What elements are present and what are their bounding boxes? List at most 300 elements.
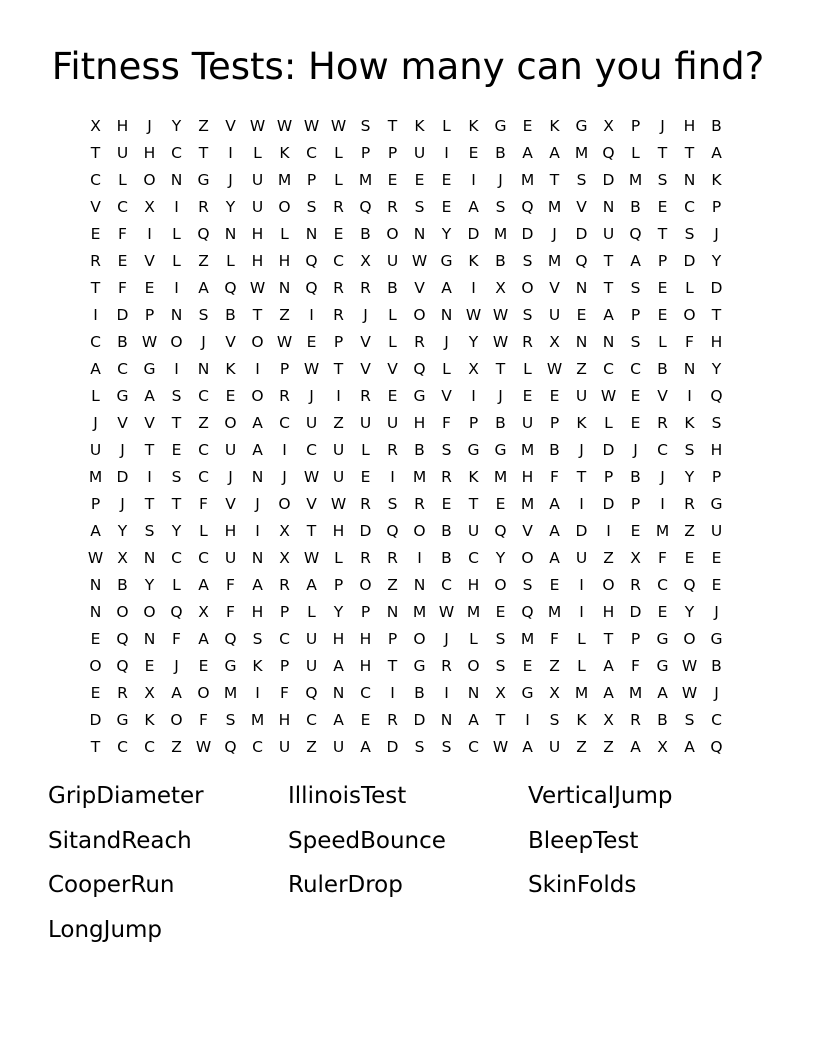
grid-letter[interactable]: C (279, 630, 290, 648)
grid-letter[interactable]: F (118, 225, 127, 243)
grid-letter[interactable]: Q (116, 657, 129, 675)
grid-letter[interactable]: W (600, 387, 617, 405)
grid-letter[interactable]: O (251, 387, 264, 405)
grid-letter[interactable]: S (684, 225, 695, 243)
grid-letter[interactable]: X (630, 549, 641, 567)
grid-letter[interactable]: A (90, 522, 101, 540)
grid-letter[interactable]: R (630, 711, 641, 729)
grid-letter[interactable]: T (387, 117, 398, 135)
grid-letter[interactable]: C (603, 360, 614, 378)
grid-letter[interactable]: R (360, 495, 371, 513)
grid-letter[interactable]: O (413, 306, 426, 324)
grid-letter[interactable]: S (522, 306, 533, 324)
grid-letter[interactable]: P (333, 333, 344, 351)
grid-letter[interactable]: G (197, 171, 210, 189)
grid-letter[interactable]: M (493, 225, 508, 243)
grid-letter[interactable]: U (332, 468, 345, 486)
grid-letter[interactable]: M (250, 711, 265, 729)
grid-letter[interactable]: A (306, 576, 317, 594)
grid-letter[interactable]: A (468, 711, 479, 729)
grid-letter[interactable]: W (492, 333, 509, 351)
grid-letter[interactable]: I (147, 225, 152, 243)
grid-letter[interactable]: T (90, 279, 101, 297)
grid-letter[interactable]: A (198, 279, 209, 297)
grid-letter[interactable]: C (306, 441, 317, 459)
grid-letter[interactable]: J (174, 657, 179, 675)
grid-letter[interactable]: E (333, 225, 344, 243)
grid-letter[interactable]: I (93, 306, 98, 324)
grid-letter[interactable]: W (195, 738, 212, 756)
grid-letter[interactable]: N (440, 306, 453, 324)
grid-letter[interactable]: R (441, 468, 452, 486)
grid-letter[interactable]: R (387, 711, 398, 729)
grid-letter[interactable]: M (655, 522, 670, 540)
grid-letter[interactable]: L (523, 360, 532, 378)
grid-letter[interactable]: X (549, 684, 560, 702)
grid-letter[interactable]: R (414, 333, 425, 351)
grid-letter[interactable]: B (441, 549, 452, 567)
grid-letter[interactable]: I (606, 522, 611, 540)
grid-letter[interactable]: B (549, 441, 560, 459)
grid-letter[interactable]: N (683, 171, 696, 189)
grid-letter[interactable]: I (660, 495, 665, 513)
grid-letter[interactable]: C (306, 144, 317, 162)
grid-letter[interactable]: B (414, 441, 425, 459)
grid-letter[interactable]: D (116, 468, 129, 486)
grid-letter[interactable]: P (630, 630, 641, 648)
grid-letter[interactable]: P (279, 657, 290, 675)
grid-letter[interactable]: Z (387, 576, 398, 594)
grid-letter[interactable]: C (171, 549, 182, 567)
grid-letter[interactable]: Y (468, 333, 479, 351)
grid-letter[interactable]: O (683, 306, 696, 324)
grid-letter[interactable]: P (603, 468, 614, 486)
grid-letter[interactable]: G (413, 387, 426, 405)
grid-letter[interactable]: B (630, 198, 641, 216)
grid-letter[interactable]: D (575, 225, 588, 243)
grid-letter[interactable]: R (387, 441, 398, 459)
grid-letter[interactable]: A (171, 684, 182, 702)
grid-letter[interactable]: S (711, 414, 722, 432)
grid-letter[interactable]: A (603, 684, 614, 702)
grid-letter[interactable]: S (441, 738, 452, 756)
grid-letter[interactable]: A (198, 576, 209, 594)
grid-letter[interactable]: N (251, 468, 264, 486)
grid-letter[interactable]: Y (333, 603, 344, 621)
grid-letter[interactable]: V (90, 198, 101, 216)
grid-letter[interactable]: R (657, 414, 668, 432)
grid-letter[interactable]: E (90, 684, 101, 702)
grid-letter[interactable]: L (685, 279, 694, 297)
grid-letter[interactable]: D (602, 495, 615, 513)
grid-letter[interactable]: D (521, 225, 534, 243)
grid-letter[interactable]: K (252, 657, 263, 675)
grid-letter[interactable]: K (576, 711, 587, 729)
grid-letter[interactable]: P (387, 144, 398, 162)
grid-letter[interactable]: G (710, 630, 723, 648)
grid-letter[interactable]: K (576, 414, 587, 432)
grid-letter[interactable]: C (117, 738, 128, 756)
grid-letter[interactable]: S (171, 387, 182, 405)
grid-letter[interactable]: U (251, 171, 264, 189)
grid-letter[interactable]: Q (224, 738, 237, 756)
grid-letter[interactable]: J (363, 306, 368, 324)
grid-letter[interactable]: Z (603, 738, 614, 756)
grid-letter[interactable]: F (118, 279, 127, 297)
grid-letter[interactable]: W (303, 549, 320, 567)
grid-letter[interactable]: E (495, 495, 506, 513)
grid-letter[interactable]: N (197, 360, 210, 378)
grid-letter[interactable]: W (411, 252, 428, 270)
grid-letter[interactable]: T (252, 306, 263, 324)
grid-letter[interactable]: Z (279, 306, 290, 324)
grid-letter[interactable]: T (333, 360, 344, 378)
grid-letter[interactable]: Q (521, 198, 534, 216)
grid-letter[interactable]: E (387, 171, 398, 189)
grid-letter[interactable]: L (334, 549, 343, 567)
grid-letter[interactable]: W (330, 495, 347, 513)
grid-letter[interactable]: D (89, 711, 102, 729)
grid-letter[interactable]: F (550, 630, 559, 648)
grid-letter[interactable]: X (603, 117, 614, 135)
grid-letter[interactable]: M (574, 144, 589, 162)
grid-letter[interactable]: C (144, 738, 155, 756)
grid-letter[interactable]: S (630, 279, 641, 297)
grid-letter[interactable]: G (116, 387, 129, 405)
grid-letter[interactable]: J (660, 468, 665, 486)
grid-letter[interactable]: O (386, 225, 399, 243)
grid-letter[interactable]: B (495, 144, 506, 162)
grid-letter[interactable]: W (330, 117, 347, 135)
grid-letter[interactable]: S (441, 441, 452, 459)
grid-letter[interactable]: S (414, 738, 425, 756)
grid-letter[interactable]: P (657, 252, 668, 270)
grid-letter[interactable]: O (413, 522, 426, 540)
grid-letter[interactable]: Z (333, 414, 344, 432)
grid-letter[interactable]: N (224, 225, 237, 243)
grid-letter[interactable]: A (522, 144, 533, 162)
grid-letter[interactable]: C (252, 738, 263, 756)
grid-letter[interactable]: S (387, 495, 398, 513)
grid-letter[interactable]: E (549, 387, 560, 405)
grid-letter[interactable]: R (333, 306, 344, 324)
grid-letter[interactable]: T (711, 306, 722, 324)
grid-letter[interactable]: V (387, 360, 398, 378)
grid-letter[interactable]: N (143, 549, 156, 567)
grid-letter[interactable]: L (199, 522, 208, 540)
grid-letter[interactable]: F (226, 576, 235, 594)
grid-letter[interactable]: J (228, 171, 233, 189)
grid-letter[interactable]: U (251, 198, 264, 216)
grid-letter[interactable]: T (495, 711, 506, 729)
grid-letter[interactable]: H (251, 252, 264, 270)
grid-letter[interactable]: C (198, 441, 209, 459)
grid-letter[interactable]: Z (198, 117, 209, 135)
grid-letter[interactable]: I (444, 684, 449, 702)
grid-letter[interactable]: D (629, 603, 642, 621)
grid-letter[interactable]: C (441, 576, 452, 594)
grid-letter[interactable]: G (413, 657, 426, 675)
grid-letter[interactable]: H (251, 603, 264, 621)
grid-letter[interactable]: I (255, 522, 260, 540)
grid-letter[interactable]: F (442, 414, 451, 432)
grid-letter[interactable]: Y (711, 360, 722, 378)
grid-letter[interactable]: J (498, 387, 503, 405)
grid-letter[interactable]: E (630, 522, 641, 540)
grid-letter[interactable]: E (630, 387, 641, 405)
grid-letter[interactable]: W (681, 657, 698, 675)
grid-letter[interactable]: L (334, 144, 343, 162)
grid-letter[interactable]: C (468, 738, 479, 756)
grid-letter[interactable]: A (549, 495, 560, 513)
grid-letter[interactable]: M (520, 630, 535, 648)
grid-letter[interactable]: W (87, 549, 104, 567)
grid-letter[interactable]: N (89, 576, 102, 594)
grid-letter[interactable]: K (225, 360, 236, 378)
grid-letter[interactable]: J (309, 387, 314, 405)
grid-letter[interactable]: M (88, 468, 103, 486)
grid-letter[interactable]: U (386, 252, 399, 270)
grid-letter[interactable]: A (630, 738, 641, 756)
grid-letter[interactable]: K (468, 117, 479, 135)
grid-letter[interactable]: G (521, 684, 534, 702)
grid-letter[interactable]: T (657, 144, 668, 162)
grid-letter[interactable]: B (495, 252, 506, 270)
grid-letter[interactable]: Q (710, 387, 723, 405)
grid-letter[interactable]: U (332, 738, 345, 756)
grid-letter[interactable]: S (684, 441, 695, 459)
grid-letter[interactable]: O (224, 414, 237, 432)
grid-letter[interactable]: I (336, 387, 341, 405)
grid-letter[interactable]: O (278, 198, 291, 216)
grid-letter[interactable]: E (225, 387, 236, 405)
grid-letter[interactable]: U (332, 441, 345, 459)
grid-letter[interactable]: Z (198, 414, 209, 432)
grid-letter[interactable]: R (279, 576, 290, 594)
grid-letter[interactable]: E (549, 576, 560, 594)
grid-letter[interactable]: Q (683, 576, 696, 594)
grid-letter[interactable]: J (147, 117, 152, 135)
grid-letter[interactable]: Q (521, 603, 534, 621)
grid-letter[interactable]: P (630, 495, 641, 513)
grid-letter[interactable]: C (306, 711, 317, 729)
grid-letter[interactable]: I (525, 711, 530, 729)
grid-letter[interactable]: A (252, 576, 263, 594)
grid-letter[interactable]: B (630, 468, 641, 486)
grid-letter[interactable]: S (495, 657, 506, 675)
grid-letter[interactable]: L (631, 144, 640, 162)
grid-letter[interactable]: N (305, 225, 318, 243)
grid-letter[interactable]: E (657, 279, 668, 297)
grid-letter[interactable]: Z (198, 252, 209, 270)
grid-letter[interactable]: A (630, 252, 641, 270)
grid-letter[interactable]: M (466, 603, 481, 621)
grid-letter[interactable]: I (579, 495, 584, 513)
grid-letter[interactable]: L (658, 333, 667, 351)
grid-letter[interactable]: O (467, 657, 480, 675)
grid-letter[interactable]: H (143, 144, 156, 162)
grid-letter[interactable]: Z (684, 522, 695, 540)
grid-letter[interactable]: Q (197, 225, 210, 243)
grid-letter[interactable]: J (93, 414, 98, 432)
grid-letter[interactable]: E (522, 657, 533, 675)
grid-letter[interactable]: L (91, 387, 100, 405)
grid-letter[interactable]: S (414, 198, 425, 216)
grid-letter[interactable]: S (495, 198, 506, 216)
grid-letter[interactable]: T (144, 495, 155, 513)
grid-letter[interactable]: P (279, 360, 290, 378)
grid-letter[interactable]: P (387, 630, 398, 648)
grid-letter[interactable]: I (255, 360, 260, 378)
grid-letter[interactable]: W (249, 279, 266, 297)
grid-letter[interactable]: S (198, 306, 209, 324)
grid-letter[interactable]: K (684, 414, 695, 432)
grid-letter[interactable]: U (548, 738, 561, 756)
grid-letter[interactable]: V (306, 495, 317, 513)
grid-letter[interactable]: Q (602, 144, 615, 162)
grid-letter[interactable]: S (171, 468, 182, 486)
grid-letter[interactable]: P (468, 414, 479, 432)
grid-letter[interactable]: C (360, 684, 371, 702)
grid-letter[interactable]: P (90, 495, 101, 513)
grid-letter[interactable]: I (174, 198, 179, 216)
grid-letter[interactable]: C (198, 549, 209, 567)
grid-letter[interactable]: O (170, 711, 183, 729)
grid-letter[interactable]: G (656, 630, 669, 648)
grid-letter[interactable]: V (144, 252, 155, 270)
grid-letter[interactable]: Y (495, 549, 506, 567)
grid-letter[interactable]: V (360, 360, 371, 378)
grid-letter[interactable]: R (387, 549, 398, 567)
grid-letter[interactable]: C (171, 144, 182, 162)
grid-letter[interactable]: J (714, 603, 719, 621)
grid-letter[interactable]: I (444, 144, 449, 162)
grid-letter[interactable]: B (117, 576, 128, 594)
grid-letter[interactable]: B (711, 117, 722, 135)
grid-letter[interactable]: S (522, 252, 533, 270)
grid-letter[interactable]: B (360, 225, 371, 243)
grid-letter[interactable]: O (197, 684, 210, 702)
grid-letter[interactable]: Q (413, 360, 426, 378)
grid-letter[interactable]: F (199, 711, 208, 729)
grid-letter[interactable]: E (576, 306, 587, 324)
grid-letter[interactable]: H (116, 117, 129, 135)
grid-letter[interactable]: A (144, 387, 155, 405)
grid-letter[interactable]: M (574, 684, 589, 702)
grid-letter[interactable]: C (468, 549, 479, 567)
grid-letter[interactable]: I (471, 171, 476, 189)
grid-letter[interactable]: U (224, 441, 237, 459)
grid-letter[interactable]: A (522, 738, 533, 756)
grid-letter[interactable]: N (683, 360, 696, 378)
grid-letter[interactable]: Q (116, 630, 129, 648)
grid-letter[interactable]: E (522, 387, 533, 405)
grid-letter[interactable]: M (412, 468, 427, 486)
grid-letter[interactable]: E (360, 468, 371, 486)
grid-letter[interactable]: N (143, 630, 156, 648)
grid-letter[interactable]: W (249, 117, 266, 135)
grid-letter[interactable]: J (120, 441, 125, 459)
grid-letter[interactable]: I (174, 360, 179, 378)
grid-letter[interactable]: O (278, 495, 291, 513)
grid-letter[interactable]: S (549, 711, 560, 729)
grid-letter[interactable]: I (282, 441, 287, 459)
grid-letter[interactable]: A (603, 657, 614, 675)
grid-letter[interactable]: L (604, 414, 613, 432)
grid-letter[interactable]: L (388, 306, 397, 324)
grid-letter[interactable]: Z (549, 657, 560, 675)
grid-letter[interactable]: I (228, 144, 233, 162)
grid-letter[interactable]: W (492, 738, 509, 756)
grid-letter[interactable]: C (657, 576, 668, 594)
grid-letter[interactable]: D (467, 225, 480, 243)
grid-letter[interactable]: P (279, 603, 290, 621)
grid-letter[interactable]: O (143, 171, 156, 189)
grid-letter[interactable]: F (550, 468, 559, 486)
grid-letter[interactable]: X (360, 252, 371, 270)
grid-letter[interactable]: T (657, 225, 668, 243)
grid-letter[interactable]: K (414, 117, 425, 135)
grid-letter[interactable]: H (332, 522, 345, 540)
grid-letter[interactable]: A (711, 144, 722, 162)
grid-letter[interactable]: L (172, 225, 181, 243)
grid-letter[interactable]: I (390, 468, 395, 486)
grid-letter[interactable]: N (575, 333, 588, 351)
grid-letter[interactable]: I (174, 279, 179, 297)
grid-letter[interactable]: I (390, 684, 395, 702)
grid-letter[interactable]: H (710, 333, 723, 351)
grid-letter[interactable]: A (333, 657, 344, 675)
grid-letter[interactable]: L (577, 657, 586, 675)
grid-letter[interactable]: D (116, 306, 129, 324)
grid-letter[interactable]: C (117, 360, 128, 378)
grid-letter[interactable]: H (251, 225, 264, 243)
grid-letter[interactable]: U (575, 549, 588, 567)
grid-letter[interactable]: D (683, 252, 696, 270)
grid-letter[interactable]: S (252, 630, 263, 648)
grid-letter[interactable]: E (441, 495, 452, 513)
grid-letter[interactable]: X (198, 603, 209, 621)
grid-letter[interactable]: U (602, 225, 615, 243)
grid-letter[interactable]: J (228, 468, 233, 486)
grid-letter[interactable]: V (576, 198, 587, 216)
grid-letter[interactable]: L (442, 117, 451, 135)
grid-letter[interactable]: L (442, 360, 451, 378)
grid-letter[interactable]: O (494, 576, 507, 594)
grid-letter[interactable]: H (278, 252, 291, 270)
grid-letter[interactable]: V (225, 495, 236, 513)
grid-letter[interactable]: M (547, 252, 562, 270)
grid-letter[interactable]: E (657, 306, 668, 324)
grid-letter[interactable]: G (224, 657, 237, 675)
grid-letter[interactable]: E (711, 576, 722, 594)
grid-letter[interactable]: Q (359, 198, 372, 216)
grid-letter[interactable]: U (305, 414, 318, 432)
grid-letter[interactable]: X (549, 333, 560, 351)
grid-letter[interactable]: V (549, 279, 560, 297)
grid-letter[interactable]: K (549, 117, 560, 135)
grid-letter[interactable]: J (633, 441, 638, 459)
grid-letter[interactable]: B (225, 306, 236, 324)
grid-letter[interactable]: W (492, 306, 509, 324)
grid-letter[interactable]: T (387, 657, 398, 675)
grid-letter[interactable]: A (549, 522, 560, 540)
grid-letter[interactable]: S (225, 711, 236, 729)
grid-letter[interactable]: N (251, 549, 264, 567)
grid-letter[interactable]: G (440, 252, 453, 270)
grid-letter[interactable]: R (360, 279, 371, 297)
grid-letter[interactable]: X (279, 522, 290, 540)
